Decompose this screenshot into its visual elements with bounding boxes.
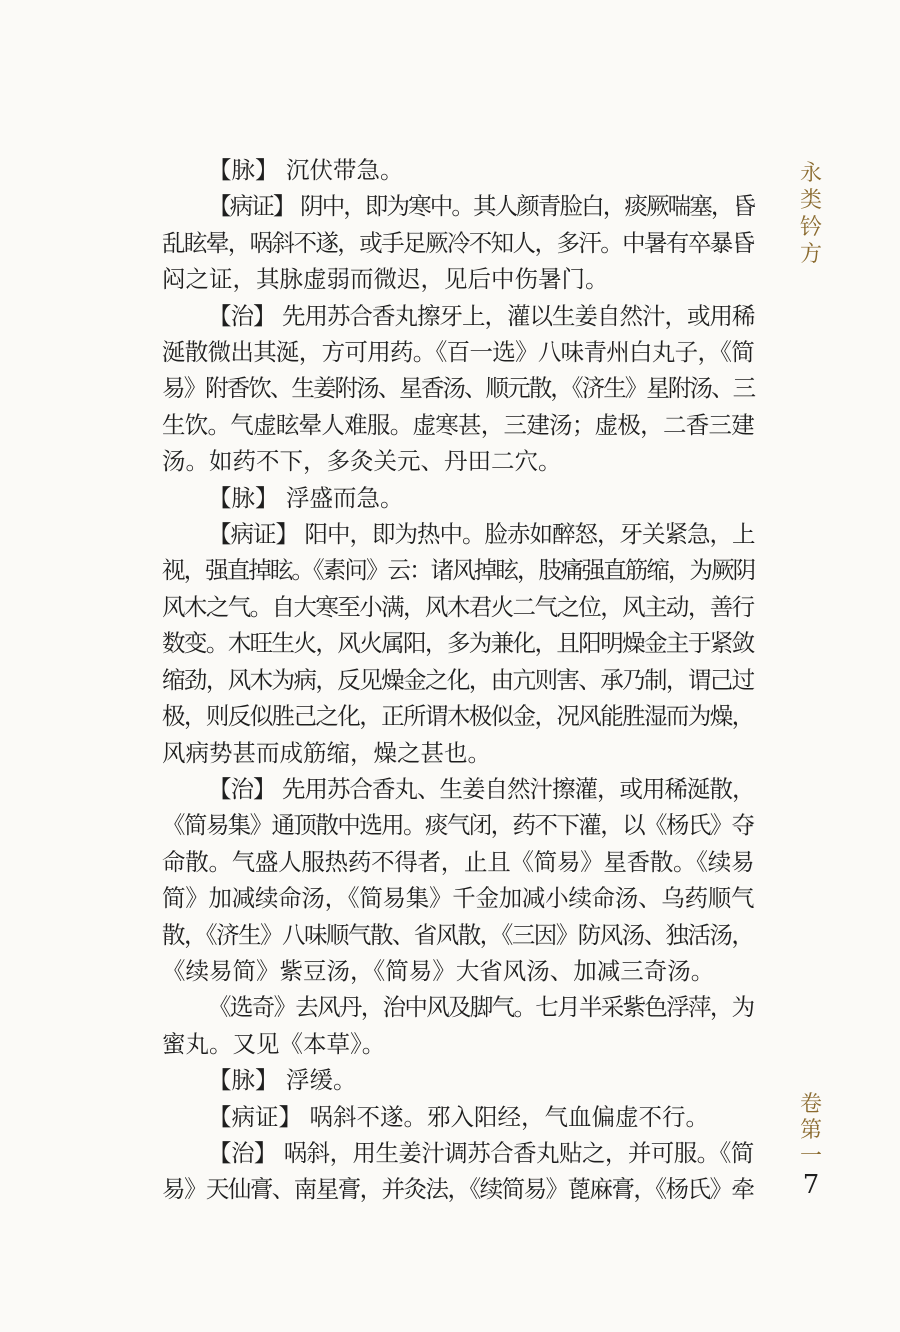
text-line: 极，则反似胜己之化，正所谓木极似金，况风能胜湿而为燥， <box>162 702 754 731</box>
text-line: 数变。木旺生火，风火属阳，多为兼化，且阳明燥金主于紧敛 <box>162 629 754 658</box>
running-title <box>796 160 826 268</box>
text-line: 汤。如药不下，多灸关元、丹田二穴。 <box>162 447 562 476</box>
running-title-char: 方 <box>799 242 822 267</box>
text-line: 【治】 先用苏合香丸擦牙上，灌以生姜自然汁，或用稀 <box>208 301 755 330</box>
text-line: 风木之气。自大寒至小满，风木君火二气之位，风主动，善行 <box>162 592 754 621</box>
text-line: 易》天仙膏、南星膏，并灸法，《续简易》蓖麻膏，《杨氏》牵 <box>162 1175 754 1204</box>
text-line: 【治】 㖞斜，用生姜汁调苏合香丸贴之，并可服。《简 <box>208 1138 754 1167</box>
text-line: 散，《济生》八味顺气散、省风散，《三因》防风汤、独活汤， <box>162 920 754 949</box>
text-line: 缩劲，风木为病，反见燥金之化，由亢则害、承乃制，谓己过 <box>162 665 754 694</box>
text-line: 【治】 先用苏合香丸、生姜自然汁擦灌，或用稀涎散， <box>208 774 755 803</box>
text-line: 《简易集》通顶散中选用。痰气闭，药不下灌，以《杨氏》夺 <box>162 811 754 840</box>
text-line: 乱眩晕，㖞斜不遂，或手足厥冷不知人，多汗。中暑有卒暴昏 <box>162 228 754 257</box>
text-line: 闷之证，其脉虚弱而微迟，见后中伤暑门。 <box>162 265 609 294</box>
text-line: 【脉】 浮盛而急。 <box>208 483 404 512</box>
text-line: 【病证】 阳中，即为热中。脸赤如醉怒，牙关紧急，上 <box>208 520 755 549</box>
text-line: 简》加减续命汤，《简易集》千金加减小续命汤、乌药顺气 <box>162 884 755 913</box>
page-number: 7 <box>802 1170 820 1200</box>
text-line: 视，强直掉眩。《素问》云：诸风掉眩，肢痛强直筋缩，为厥阴 <box>162 556 755 585</box>
running-title-char: 类 <box>799 188 822 213</box>
volume-label-char: 一 <box>799 1144 822 1169</box>
text-line: 易》附香饮、生姜附汤、星香汤、顺元散，《济生》星附汤、三 <box>162 374 755 403</box>
text-line: 生饮。气虚眩晕人难服。虚寒甚，三建汤；虚极，二香三建 <box>162 410 755 439</box>
text-paragraphs <box>162 152 754 1208</box>
text-line: 【病证】 㖞斜不遂。邪入阳经，气血偏虚不行。 <box>208 1102 709 1131</box>
volume-label <box>796 1092 826 1170</box>
running-title-char: 钤 <box>799 215 822 240</box>
text-line: 《选奇》去风丹，治中风及脚气。七月半采紫色浮萍，为 <box>208 993 754 1022</box>
text-line: 《续易简》紫豆汤，《简易》大省风汤、加减三奇汤。 <box>162 956 715 985</box>
text-line: 【脉】 沉伏带急。 <box>208 156 404 184</box>
text-line: 命散。气盛人服热药不得者，止且《简易》星香散。《续易 <box>162 847 755 876</box>
volume-label-char: 卷 <box>799 1092 822 1117</box>
text-line: 【脉】 浮缓。 <box>208 1066 357 1095</box>
text-line: 风病势甚而成筋缩，燥之甚也。 <box>162 738 491 767</box>
running-title-char: 永 <box>799 161 822 186</box>
body-text <box>162 152 754 1208</box>
volume-label-char: 第 <box>799 1118 822 1143</box>
text-line: 蜜丸。又见《本草》。 <box>162 1029 386 1058</box>
text-line: 涎散微出其涎，方可用药。《百一选》八味青州白丸子，《简 <box>162 338 755 367</box>
text-line: 【病证】 阴中，即为寒中。其人颜青脸白，痰厥喘塞，昏 <box>208 192 755 221</box>
